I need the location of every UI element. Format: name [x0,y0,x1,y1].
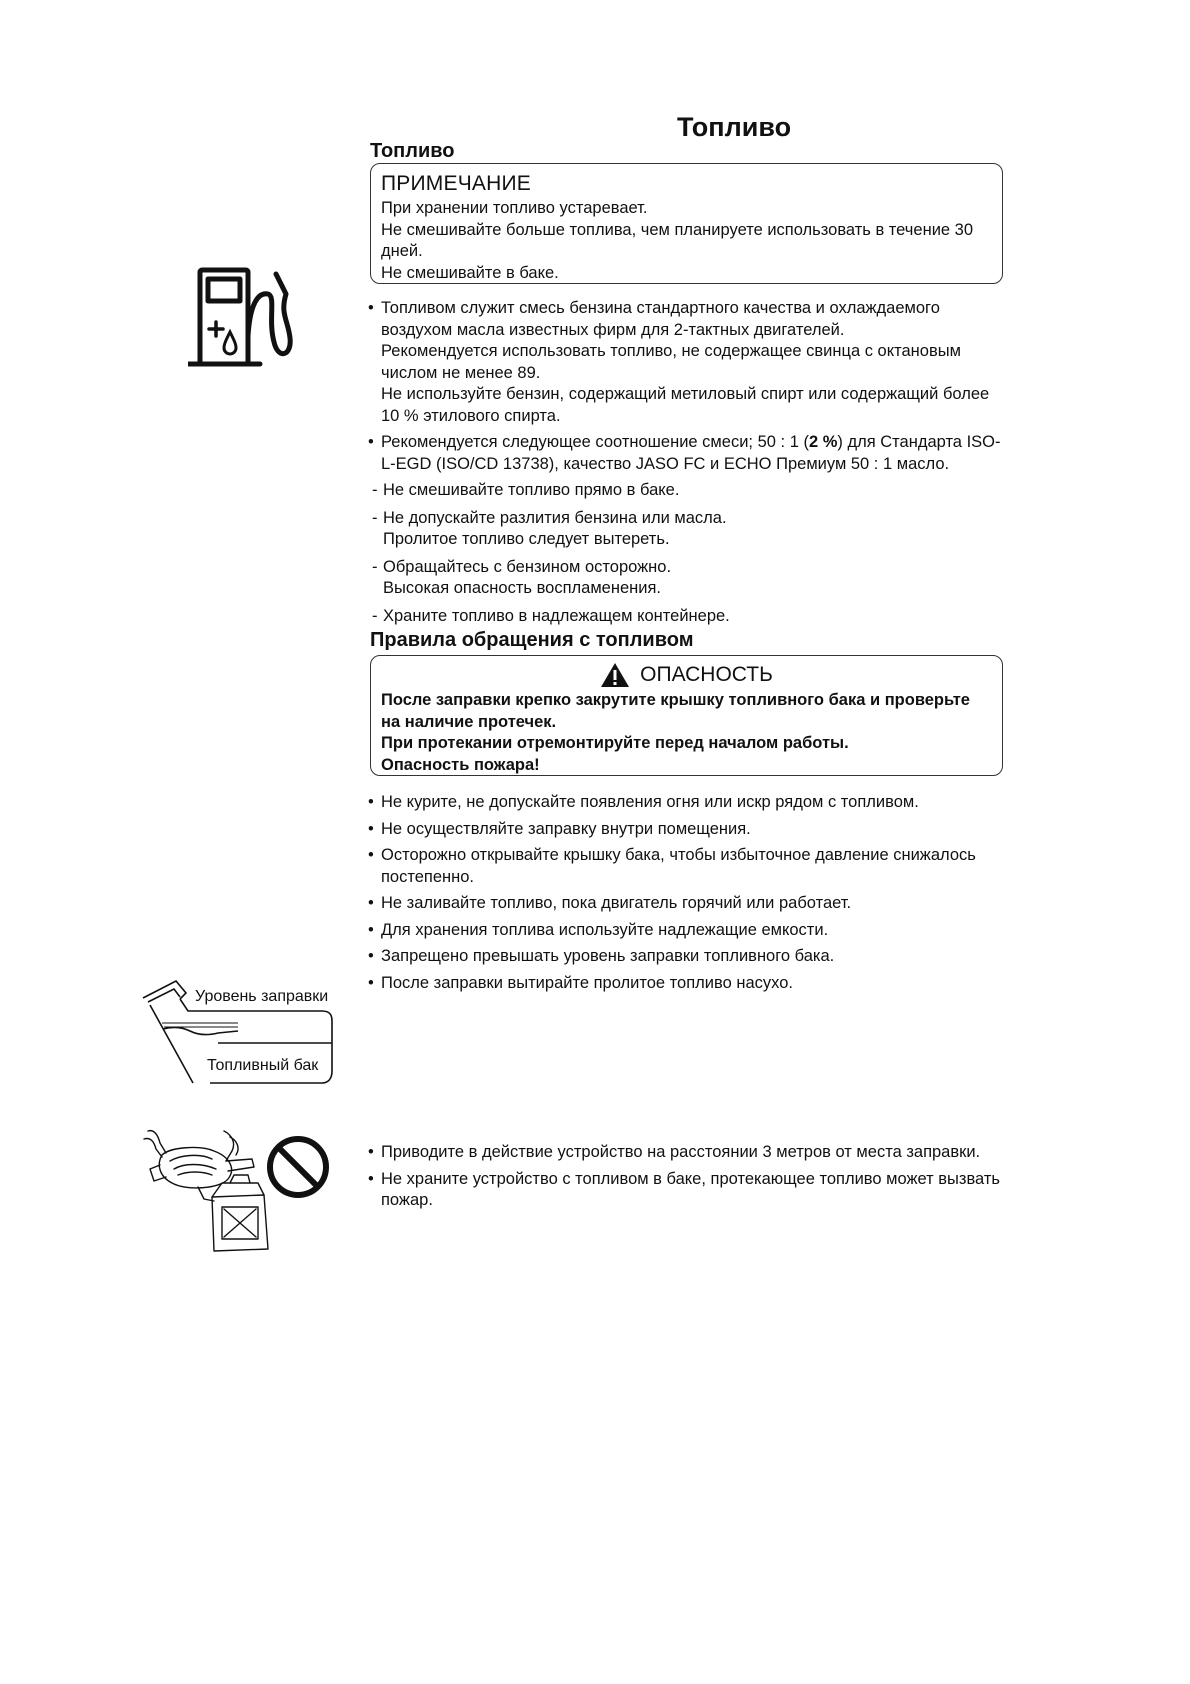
danger-line: Опасность пожара! [381,755,540,774]
danger-title: ОПАСНОСТЬ [640,663,773,686]
list-item-text: • Осторожно открывайте крышку бака, чтобы избыточное давление снижалось постепенно. [381,846,976,886]
list-item [370,480,1010,502]
notice-line: При хранении топливо устаревает. [381,199,648,217]
list-item [368,819,1010,841]
danger-line: После заправки крепко закрутите крышку топливного бака и проверьте на наличие протечек. [381,691,970,731]
mix-ratio-text: Рекомендуется следующее соотношение смеси; 50 : 1 ( [381,433,809,451]
tank-level-figure [138,975,338,1085]
page-title: Топливо [677,112,792,142]
fuel-pump-icon [188,264,298,370]
section-heading-fuel: Топливо [370,140,455,162]
list-item-text: - Не допускайте разлития бензина или масла. [383,508,727,527]
section-heading-handling: Правила обращения с топливом [370,629,694,651]
list-item-text: - Не смешивайте топливо прямо в баке. [383,481,680,499]
list-item-text: • Запрещено превышать уровень заправки топливного бака. [381,947,835,965]
list-item [368,920,1010,942]
list-item-text: Пролитое топливо следует вытереть. [383,530,670,548]
list-item [368,792,1010,814]
list-item-text: • Топливом служит смесь бензина стандартного качества и охлаждаемого воздухом масла известных фирм для 2-тактных двигателей. [381,299,940,339]
warning-triangle-icon [600,662,630,688]
list-item-text: Высокая опасность воспламенения. [383,579,661,597]
list-item-text: Не используйте бензин, содержащий метиловый спирт или содержащий более 10 % этилового спирта. [381,385,990,425]
list-item-text: • Для хранения топлива используйте надлежащие емкости. [381,920,829,939]
list-item [368,973,1010,995]
list-item-text: • Не курите, не допускайте появления огня или искр рядом с топливом. [381,793,919,811]
notice-title: ПРИМЕЧАНИЕ [381,172,531,195]
notice-line: Не смешивайте больше топлива, чем планируете использовать в течение 30 дней. [381,220,974,260]
fuel-caution-list [370,480,1010,627]
list-item-text: • После заправки вытирайте пролитое топливо насухо. [381,973,793,992]
list-item [368,893,1010,915]
list-item [370,508,1010,551]
list-item-text: Рекомендуется использовать топливо, не содержащее свинца с октановым числом не менее 89. [381,342,961,382]
list-item [368,1169,1010,1212]
fill-level-label: Уровень заправки [195,988,329,1005]
notice-box [370,163,1003,284]
list-item-text [381,432,1010,475]
list-item-text: • Не заливайте топливо, пока двигатель горячий или работает. [381,894,852,912]
list-item-text: • Не осуществляйте заправку внутри помещения. [381,819,751,838]
refueling-distance-illustration [140,1125,335,1255]
list-item [368,432,1010,475]
list-item [368,946,1010,968]
danger-line: При протекании отремонтируйте перед началом работы. [381,734,849,752]
list-item [370,557,1010,600]
mix-percent: 2 % [808,433,838,451]
distance-rules-list [368,1142,1010,1217]
list-item [368,298,1010,427]
fuel-tank-label: Топливный бак [207,1057,319,1074]
mix-standard-text: ) для Стандарта ISO-L-EGD (ISO/CD 13738), качество JASO FC и ECHO Премиум 50 : 1 масло. [381,433,1001,473]
list-item [368,845,1010,888]
list-item-text: • Не храните устройство с топливом в баке, протекающее топливо может вызвать пожар. [381,1169,1001,1209]
list-item-text: - Обращайтесь с бензином осторожно. [383,557,672,576]
danger-box [370,655,1003,776]
danger-header [381,662,992,688]
fuel-info-list [368,298,1010,633]
handling-rules-list [368,792,1010,999]
list-item-text: - Храните топливо в надлежащем контейнере. [383,606,730,625]
notice-line: Не смешивайте в баке. [381,263,559,282]
list-item-text: • Приводите в действие устройство на расстоянии 3 метров от места заправки. [381,1143,981,1161]
list-item [368,1142,1010,1164]
list-item [370,606,1010,628]
